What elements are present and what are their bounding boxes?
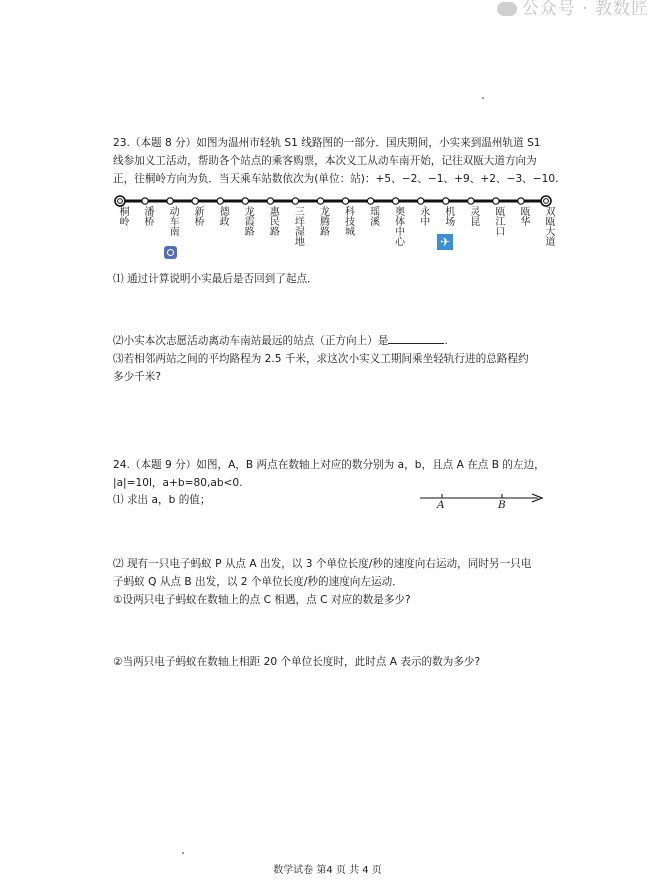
station-marker (115, 196, 125, 206)
q23-part3-line1: ⑶若相邻两站之间的平均路程为 2.5 千米，求这次小实义工期间乘坐轻轨行进的总路程约 (113, 353, 529, 365)
station-marker (367, 198, 373, 204)
station-marker (167, 198, 173, 204)
station-marker (267, 198, 273, 204)
station-marker (518, 198, 524, 204)
q23-line2: 线参加义工活动，帮助各个站点的乘客购票，本次义工从动车南开始，记往双瓯大道方向为 (113, 155, 537, 167)
station-marker (217, 198, 223, 204)
q24-part2-line1: ⑵ 现有一只电子蚂蚁 P 从点 A 出发，以 3 个单位长度/秒的速度向右运动，同时另一只电 (113, 558, 532, 570)
airport-icon: ✈ (437, 234, 453, 250)
station-name: 惠民路 (267, 206, 279, 236)
station-name: 机场 (442, 206, 454, 226)
q24-line1: 24.（本题 9 分）如图，A，B 两点在数轴上对应的数分别为 a，b，且点 A 在点 B 的左边， (113, 459, 545, 471)
q24-sub2: ②当两只电子蚂蚁在数轴上相距 20 个单位长度时，此时点 A 表示的数为多少? (113, 656, 481, 668)
station-marker (317, 198, 323, 204)
station-name: 龙腾路 (317, 206, 329, 236)
station-marker (443, 198, 449, 204)
station-name: 动车南 (167, 206, 179, 236)
station-marker (468, 198, 474, 204)
station-name: 龙霞路 (242, 206, 254, 236)
station-name: 新桥 (192, 206, 204, 226)
wechat-logo-icon (497, 2, 517, 16)
watermark (497, 0, 649, 19)
station-name: 潘桥 (142, 206, 154, 226)
q23-line1: 23.（本题 8 分）如图为温州市轻轨 S1 线路图的一部分．国庆期间，小实来到温州轨道 S1 (113, 137, 541, 149)
q23-line3: 正，往桐岭方向为负．当天乘车站数依次为(单位：站)：+5、−2、−1、+9、+2、−3、−10. (113, 173, 559, 185)
station-marker (392, 198, 398, 204)
station-marker (242, 198, 248, 204)
station-name: 瑶溪 (367, 206, 379, 226)
q24-part1: ⑴ 求出 a，b 的值； (113, 494, 211, 506)
number-line (418, 488, 548, 518)
station-marker (541, 196, 551, 206)
q23-part2-text: ⑵小实本次志愿活动离动车南站最远的站点（正方向上）是 (113, 335, 389, 347)
q23-part3-line2: 多少千米? (113, 371, 161, 383)
answer-blank[interactable] (388, 332, 444, 344)
station-name: 永中 (417, 206, 429, 226)
station-name: 双瓯大道 (543, 206, 554, 246)
station-marker (418, 198, 424, 204)
station-name: 奥体中心 (392, 206, 404, 246)
q23-part2-period: . (444, 335, 448, 347)
station-name: 三垟湿地 (292, 206, 304, 246)
scan-dot (182, 852, 184, 854)
station-marker (142, 198, 148, 204)
station-marker (342, 198, 348, 204)
q24-line2: |a|=10l，a+b=80,ab<0. (113, 477, 243, 489)
station-name: 科技城 (342, 206, 354, 236)
q23-part1: ⑴ 通过计算说明小实最后是否回到了起点． (113, 273, 318, 285)
station-name: 桐岭 (117, 206, 128, 226)
watermark-text: 公众号 · 教数匠 (521, 0, 649, 19)
q24-part2-line2: 子蚂蚁 Q 从点 B 出发，以 2 个单位长度/秒的速度向左运动． (113, 576, 403, 588)
station-marker (493, 198, 499, 204)
page-footer: 数学试卷 第4 页 共 4 页 (273, 865, 382, 876)
station-name: 瓯江口 (492, 206, 504, 236)
railway-station-icon (164, 246, 177, 259)
point-b-label: B (498, 499, 506, 511)
scan-dot (482, 97, 484, 99)
station-marker (292, 198, 298, 204)
q23-part2 (113, 332, 548, 350)
station-name: 灵昆 (467, 206, 479, 226)
station-marker (192, 198, 198, 204)
station-name: 瓯华 (517, 206, 529, 226)
station-name: 德政 (217, 206, 229, 226)
q24-sub1: ①设两只电子蚂蚁在数轴上的点 C 相遇，点 C 对应的数是多少? (113, 594, 411, 606)
point-a-label: A (437, 499, 445, 511)
